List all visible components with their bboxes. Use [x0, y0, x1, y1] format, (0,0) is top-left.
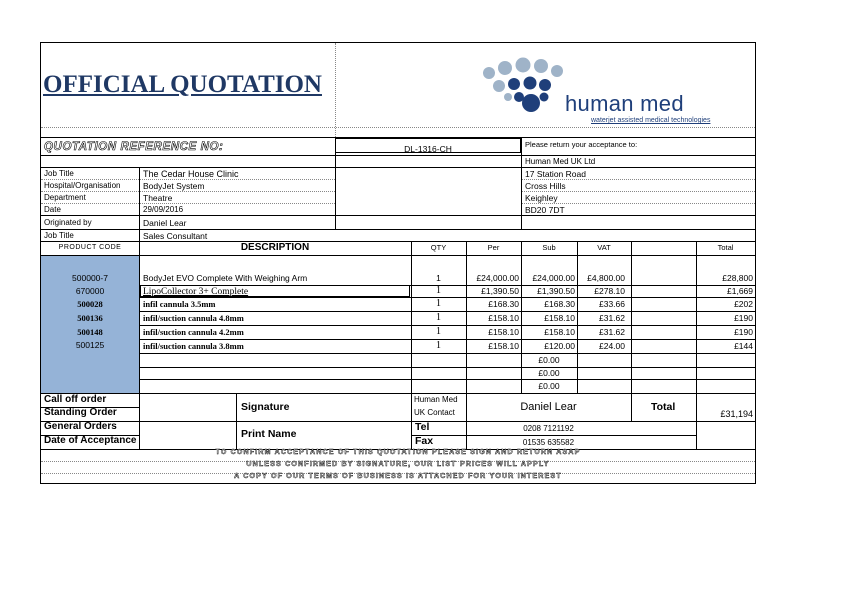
product-vat: £31.62 [599, 313, 625, 323]
product-per: £158.10 [488, 341, 519, 351]
return-address-line: Keighley [525, 193, 558, 203]
product-sub: £24,000.00 [532, 273, 575, 283]
product-qty: 1 [436, 285, 441, 296]
product-description: infil/suction cannula 3.8mm [143, 341, 244, 351]
return-to-heading: Please return your acceptance to: [525, 140, 638, 149]
footer-notice: TO CONFIRM ACCEPTANCE OF THIS QUOTATION PLEASE SIGN AND RETURN ASAP [215, 449, 581, 456]
product-code: 500148 [77, 327, 103, 337]
contact-name: Daniel Lear [520, 401, 577, 413]
product-vat: £278.10 [594, 286, 625, 296]
product-sub: £158.10 [544, 313, 575, 323]
logo-tagline: waterjet assisted medical technologies [591, 117, 711, 124]
empty-row-sub: £0.00 [538, 355, 560, 365]
detail-value: Daniel Lear [143, 218, 187, 228]
detail-label: Job Title [44, 169, 74, 178]
fax-label: Fax [415, 435, 434, 447]
return-address-line: 17 Station Road [525, 169, 586, 179]
product-total: £1,669 [727, 286, 753, 296]
order-type-label: Standing Order [44, 407, 117, 418]
detail-label: Originated by [44, 218, 92, 227]
detail-value: 29/09/2016 [143, 205, 184, 214]
product-qty: 1 [436, 312, 441, 323]
product-code: 500125 [75, 340, 105, 350]
total-label: Total [651, 401, 676, 413]
product-total: £190 [734, 313, 753, 323]
product-code: 500028 [77, 299, 103, 309]
tel-value: 0208 7121192 [523, 424, 574, 433]
detail-value: Sales Consultant [143, 231, 208, 241]
product-total: £144 [734, 341, 753, 351]
product-qty: 1 [436, 326, 441, 337]
product-description: infil/suction cannula 4.8mm [143, 313, 244, 323]
product-sub: £168.30 [544, 299, 575, 309]
product-per: £168.30 [488, 299, 519, 309]
human-med-logo [479, 57, 755, 129]
product-per: £158.10 [488, 327, 519, 337]
quotation-reference-label: QUOTATION REFERENCE NO: [44, 141, 224, 153]
product-description: infil/suction cannula 4.2mm [143, 327, 244, 337]
print-name-label: Print Name [241, 428, 297, 440]
logo-wordmark: human med [565, 91, 684, 116]
detail-label: Date [44, 205, 61, 214]
product-code: 500136 [77, 313, 103, 323]
fax-value: 01535 635582 [522, 438, 575, 447]
detail-value: Theatre [143, 193, 173, 203]
empty-row-sub: £0.00 [538, 381, 560, 391]
detail-value: BodyJet System [143, 181, 205, 191]
product-vat: £31.62 [599, 327, 625, 337]
product-per: £1,390.50 [481, 286, 519, 296]
product-per: £158.10 [488, 313, 519, 323]
product-qty: 1 [436, 298, 441, 309]
product-total: £190 [734, 327, 753, 337]
detail-label: Hospital/Organisation [44, 181, 121, 190]
product-code: 670000 [75, 286, 105, 296]
product-sub: £158.10 [544, 327, 575, 337]
product-description: BodyJet EVO Complete With Weighing Arm [143, 273, 308, 283]
column-header-total: Total [717, 243, 734, 252]
return-address-line: BD20 7DT [525, 205, 565, 215]
page-title: OFFICIAL QUOTATION [43, 71, 322, 98]
empty-row-sub: £0.00 [538, 368, 560, 378]
column-header-sub: Sub [542, 243, 556, 252]
product-qty: 1 [436, 340, 441, 351]
product-vat: £24.00 [599, 341, 625, 351]
column-header-vat: VAT [597, 243, 611, 252]
return-address-line: Cross Hills [525, 181, 566, 191]
product-sub: £120.00 [544, 341, 575, 351]
quotation-reference-value: DL-1316-CH [404, 144, 452, 154]
product-per: £24,000.00 [476, 273, 519, 283]
detail-value: The Cedar House Clinic [143, 169, 239, 179]
product-vat: £4,800.00 [587, 273, 625, 283]
product-vat: £33.66 [599, 299, 625, 309]
product-total: £28,800 [722, 273, 753, 283]
column-header-description: DESCRIPTION [240, 242, 310, 253]
grand-total: £31,194 [720, 409, 753, 419]
product-total: £202 [734, 299, 753, 309]
product-sub: £1,390.50 [537, 286, 575, 296]
footer-notice: UNLESS CONFIRMED BY SIGNATURE, OUR LIST PRICES WILL APPLY [246, 461, 550, 468]
tel-label: Tel [415, 421, 430, 433]
contact-label: UK Contact [414, 408, 455, 417]
order-type-label: General Orders [44, 421, 117, 432]
footer-notice: A COPY OF OUR TERMS OF BUSINESS IS ATTACHED FOR YOUR INTEREST [234, 473, 562, 480]
column-header-per: Per [487, 243, 500, 252]
order-type-label: Call off order [44, 394, 107, 405]
product-code: 500000-7 [72, 273, 108, 283]
logo-dots-icon [481, 57, 571, 117]
signature-label: Signature [241, 401, 290, 413]
detail-label: Department [44, 193, 86, 202]
quotation-sheet [40, 42, 756, 484]
product-description: LipoCollector 3+ Complete [143, 287, 249, 297]
product-qty: 1 [436, 273, 441, 283]
column-header-code: PRODUCT CODE [58, 244, 122, 251]
return-address-line: Human Med UK Ltd [525, 157, 596, 166]
product-description: infil cannula 3.5mm [143, 299, 216, 309]
order-type-label: Date of Acceptance [44, 435, 137, 446]
contact-label: Human Med [414, 395, 458, 404]
detail-label: Job Title [44, 231, 74, 240]
column-header-qty: QTY [430, 243, 447, 252]
